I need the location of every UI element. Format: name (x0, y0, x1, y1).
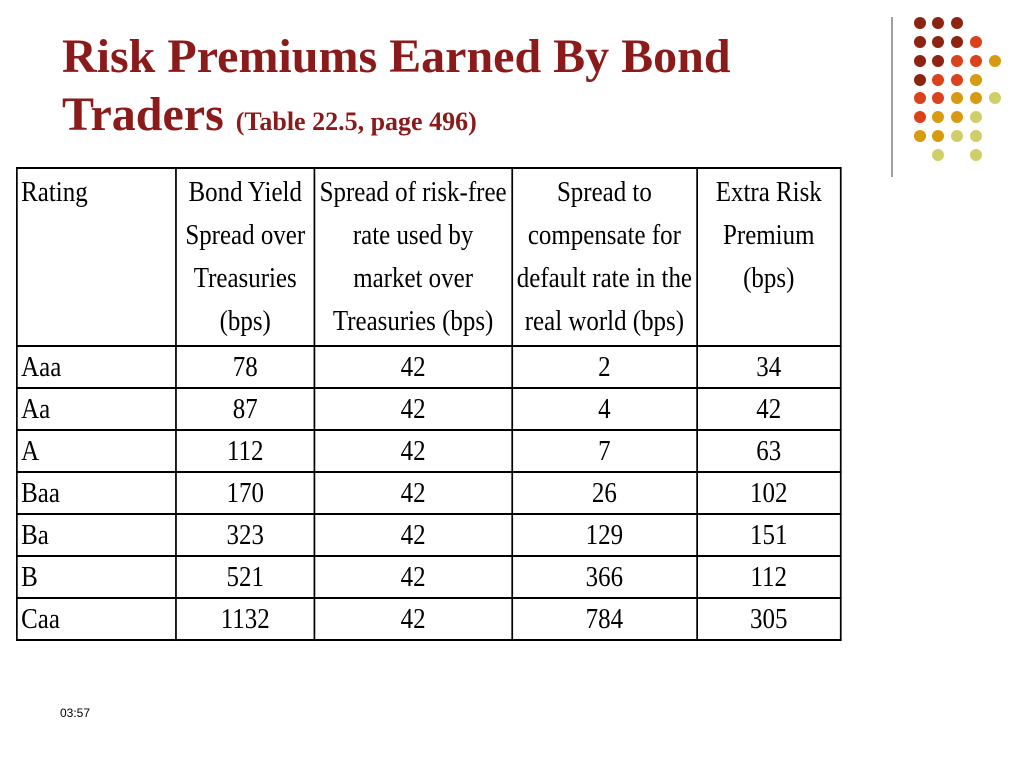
table-row (17, 472, 841, 514)
header-risk-free-spread: Spread of risk-free rate used by market over Treasuries (bps) (314, 168, 512, 346)
header-extra-risk-premium: Extra Risk Premium (bps) (697, 168, 841, 346)
table-row (17, 514, 841, 556)
cell-extra-risk-premium: 112 (697, 556, 841, 598)
cell-risk-free-spread: 42 (314, 598, 512, 640)
cell-extra-risk-premium: 151 (697, 514, 841, 556)
cell-default-spread: 26 (512, 472, 697, 514)
cell-rating: Aaa (17, 346, 176, 388)
slide-title-text: Risk Premiums Earned By Bond Traders (62, 30, 731, 141)
cell-bond-yield-spread: 521 (176, 556, 314, 598)
table-row (17, 346, 841, 388)
cell-risk-free-spread: 42 (314, 388, 512, 430)
cell-rating: Baa (17, 472, 176, 514)
cell-extra-risk-premium: 102 (697, 472, 841, 514)
cell-bond-yield-spread: 78 (176, 346, 314, 388)
cell-rating: Aa (17, 388, 176, 430)
cell-default-spread: 4 (512, 388, 697, 430)
cell-risk-free-spread: 42 (314, 472, 512, 514)
cell-rating: B (17, 556, 176, 598)
cell-extra-risk-premium: 63 (697, 430, 841, 472)
cell-rating: Caa (17, 598, 176, 640)
slide-subtitle: (Table 22.5, page 496) (235, 107, 477, 136)
cell-bond-yield-spread: 112 (176, 430, 314, 472)
cell-default-spread: 2 (512, 346, 697, 388)
header-bond-yield-spread: Bond Yield Spread over Treasuries (bps) (176, 168, 314, 346)
table-row (17, 556, 841, 598)
cell-risk-free-spread: 42 (314, 556, 512, 598)
cell-bond-yield-spread: 1132 (176, 598, 314, 640)
cell-default-spread: 784 (512, 598, 697, 640)
cell-default-spread: 366 (512, 556, 697, 598)
decorative-divider (891, 17, 893, 177)
dot-grid (914, 17, 1001, 161)
cell-risk-free-spread: 42 (314, 514, 512, 556)
cell-risk-free-spread: 42 (314, 430, 512, 472)
header-rating: Rating (17, 168, 176, 346)
table-row (17, 388, 841, 430)
cell-default-spread: 129 (512, 514, 697, 556)
cell-rating: A (17, 430, 176, 472)
cell-bond-yield-spread: 170 (176, 472, 314, 514)
cell-rating: Ba (17, 514, 176, 556)
slide-timestamp: 03:57 (60, 706, 91, 720)
cell-default-spread: 7 (512, 430, 697, 472)
cell-bond-yield-spread: 87 (176, 388, 314, 430)
header-default-spread: Spread to compensate for default rate in the real world (bps) (512, 168, 697, 346)
table-row (17, 598, 841, 640)
cell-extra-risk-premium: 305 (697, 598, 841, 640)
cell-extra-risk-premium: 34 (697, 346, 841, 388)
table-row (17, 430, 841, 472)
cell-risk-free-spread: 42 (314, 346, 512, 388)
cell-bond-yield-spread: 323 (176, 514, 314, 556)
cell-extra-risk-premium: 42 (697, 388, 841, 430)
table-header-row (17, 168, 841, 346)
risk-premium-table (16, 167, 842, 641)
slide-title (62, 28, 862, 151)
